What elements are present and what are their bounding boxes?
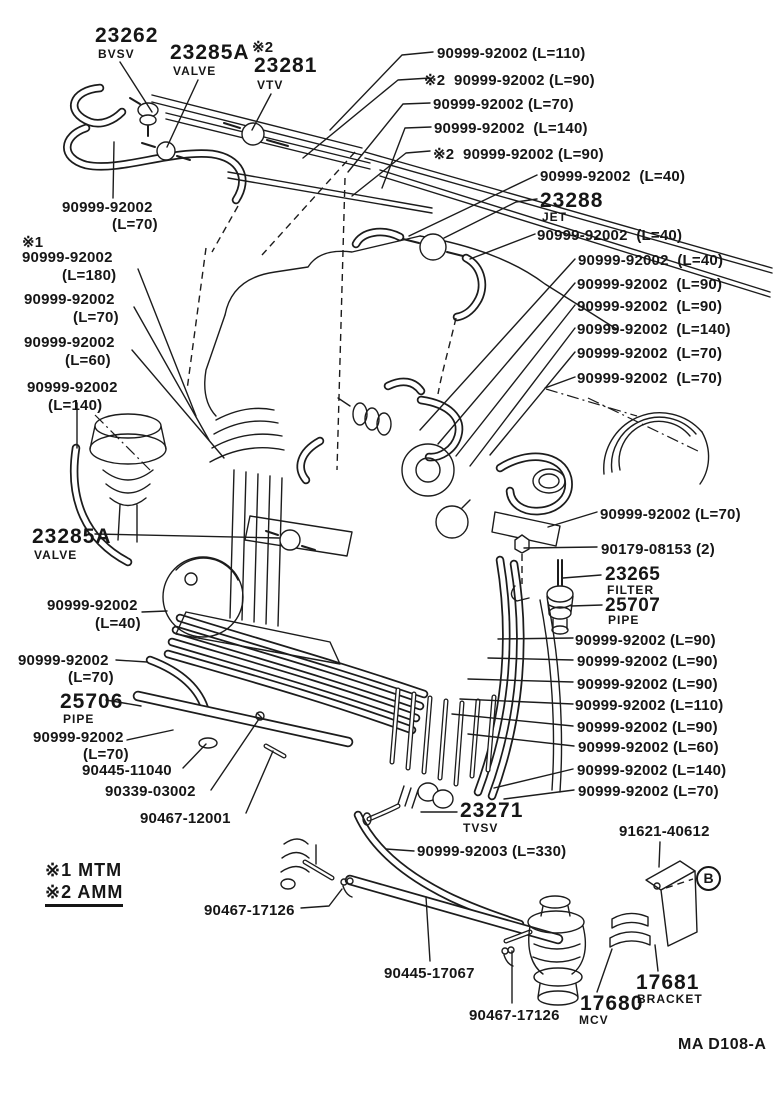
label-90999-92002-L70-f2: (L=70) [68,669,114,686]
label-90999-92002-L40-b: 90999-92002 (L=40) [537,227,683,244]
label-90999-92002-L90-b: ※2 90999-92002 (L=90) [433,146,604,163]
label-90999-92002-L140-b: 90999-92002 (L=140) [577,321,731,338]
label-90999-92002-L90-d: 90999-92002 (L=90) [577,298,723,315]
label-23265-sub: FILTER [607,583,655,597]
drawing-code: MA D108-A [678,1036,767,1053]
label-90999-92002-L90-f: 90999-92002 (L=90) [577,653,718,670]
label-91621-40612: 91621-40612 [619,823,710,840]
label-25707-sub: PIPE [608,613,640,627]
label-90999-92002-L140-c1: 90999-92002 [27,379,118,396]
label-90999-92002-L70-e2: (L=70) [73,309,119,326]
label-23262-sub: BVSV [98,47,135,61]
label-23285a-top-sub: VALVE [173,64,217,78]
label-90179-08153: 90179-08153 (2) [601,541,715,558]
label-90999-92002-L70-c: 90999-92002 (L=70) [577,370,723,387]
label-90999-92002-L60-2: (L=60) [65,352,111,369]
label-90999-92002-L90-h: 90999-92002 (L=90) [577,719,718,736]
label-23285a-mid: 23285A [32,525,112,548]
label-90999-92002-L180-1: 90999-92002 [22,249,113,266]
label-90467-17126-a: 90467-17126 [204,902,295,919]
label-17681: 17681 [636,971,700,994]
label-23288: 23288 [540,189,604,212]
label-90999-92002-L140-a: 90999-92002 (L=140) [434,120,588,137]
label-17680-sub: MCV [579,1013,609,1027]
label-90999-92002-L90-g: 90999-92002 (L=90) [577,676,718,693]
label-90999-92002-L40-d2: (L=40) [95,615,141,632]
label-23271-sub: TVSV [463,821,499,835]
label-25706: 25706 [60,690,124,713]
label-90999-92002-L140-d: 90999-92002 (L=140) [577,762,727,779]
label-23281-note: ※2 [252,39,274,56]
label-90999-92002-L110-a: 90999-92002 (L=110) [437,45,586,62]
label-90999-92002-L60-b: 90999-92002 (L=60) [578,739,719,756]
label-note1-mark: ※1 [22,234,44,251]
label-90999-92002-L70-i: 90999-92002 (L=70) [578,783,719,800]
label-23281-sub: VTV [257,78,284,92]
label-90339-03002: 90339-03002 [105,783,196,800]
label-90999-92002-L70-b: 90999-92002 (L=70) [577,345,723,362]
label-23285a-top: 23285A [170,41,250,64]
label-90999-92002-L70-d2: (L=70) [112,216,158,233]
label-90999-92002-L70-g1: 90999-92002 [33,729,124,746]
label-90999-92002-L40-a: 90999-92002 (L=40) [540,168,686,185]
label-90467-17126-b: 90467-17126 [469,1007,560,1024]
label-90467-12001: 90467-12001 [140,810,231,827]
label-90999-92002-L180-2: (L=180) [62,267,117,284]
label-90999-92003-L330: 90999-92003 (L=330) [417,843,567,860]
label-90999-92002-L110-b: 90999-92002 (L=110) [575,697,724,714]
label-25706-sub: PIPE [63,712,95,726]
label-17680: 17680 [580,992,644,1015]
label-90445-11040: 90445-11040 [82,762,172,779]
label-90999-92002-L70-f1: 90999-92002 [18,652,109,669]
label-23288-sub: JET [542,210,568,224]
label-90999-92002-L60-1: 90999-92002 [24,334,115,351]
label-90999-92002-L40-d1: 90999-92002 [47,597,138,614]
label-90999-92002-L90-a: ※2 90999-92002 (L=90) [424,72,595,89]
label-23265: 23265 [605,564,661,585]
label-25707: 25707 [605,595,661,616]
label-23271: 23271 [460,799,524,822]
label-90445-17067: 90445-17067 [384,965,475,982]
label-90999-92002-L90-c: 90999-92002 (L=90) [577,276,723,293]
legend-note2: ※2 AMM [45,882,123,907]
label-90999-92002-L70-h: 90999-92002 (L=70) [600,506,741,523]
label-90999-92002-L70-e1: 90999-92002 [24,291,115,308]
label-23285a-mid-sub: VALVE [34,548,78,562]
label-90999-92002-L40-c: 90999-92002 (L=40) [578,252,724,269]
legend-note1: ※1 MTM [45,860,123,880]
label-23281: 23281 [254,54,318,77]
label-90999-92002-L140-c2: (L=140) [48,397,103,414]
label-90999-92002-L70-a: 90999-92002 (L=70) [433,96,574,113]
label-17681-sub: BRACKET [637,992,703,1006]
label-90999-92002-L70-g2: (L=70) [83,746,129,763]
label-90999-92002-L70-d1: 90999-92002 [62,199,153,216]
label-90999-92002-L90-e: 90999-92002 (L=90) [575,632,716,649]
label-23262: 23262 [95,24,159,47]
circle-marker-b: B [696,866,721,891]
